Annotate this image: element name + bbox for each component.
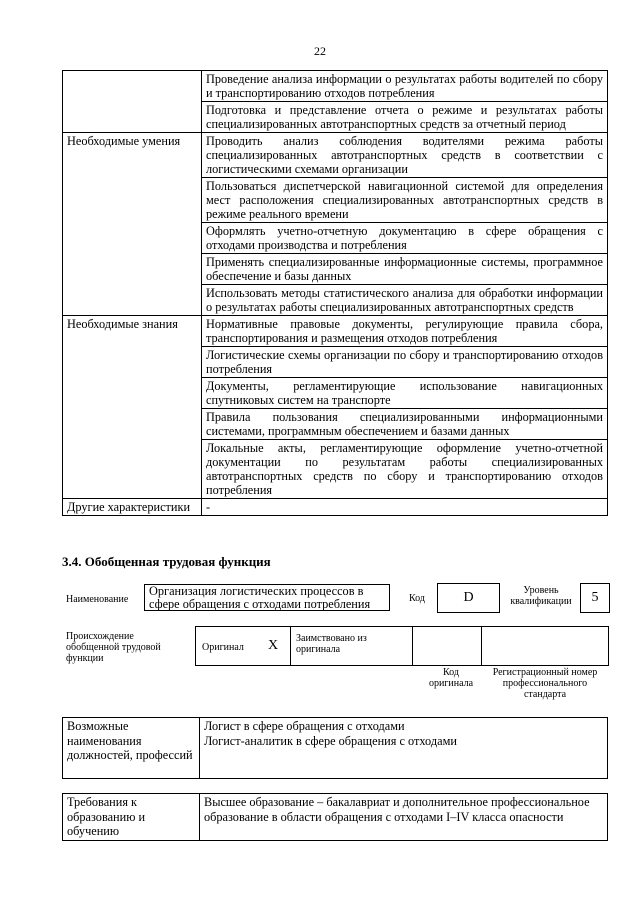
row-text: Использовать методы статистического анализа для обработки информации о результатах работы специализированных автотранспортных средств <box>202 285 608 316</box>
education-value: Высшее образование – бакалавриат и дополнительное профессиональное образование в области обращения с отходами I–IV класса опасности <box>200 794 608 841</box>
table-row <box>63 71 608 102</box>
row-text: Проведение анализа информации о результатах работы водителей по сбору и транспортированию отходов потребления <box>202 71 608 102</box>
row-text: Оформлять учетно-отчетную документацию в сфере обращения с отходами производства и потребления <box>202 223 608 254</box>
original-mark: X <box>268 638 279 653</box>
origin-label: Происхождение обобщенной трудовой функции <box>66 631 161 664</box>
origin-grid <box>195 626 609 666</box>
table-row <box>63 316 608 347</box>
row-text: Пользоваться диспетчерской навигационной системой для определения мест расположения специализированных автотранспортных средств в режиме реального времени <box>202 178 608 223</box>
positions-label: Возможные наименования должностей, профессий <box>63 718 200 779</box>
name-label: Наименование <box>66 594 129 605</box>
row-text: Нормативные правовые документы, регулирующие правила сбора, транспортирования и размещения отходов потребления <box>202 316 608 347</box>
row-text: Локальные акты, регламентирующие оформление учетно-отчетной документации по результатам работы специализированных автотранспортных средств по сбору и транспортированию отходов потребления <box>202 440 608 499</box>
section-title: 3.4. Обобщенная трудовая функция <box>62 554 271 569</box>
position-item: Логист в сфере обращения с отходами <box>204 719 405 733</box>
page-number: 22 <box>314 44 326 58</box>
table-row <box>63 133 608 178</box>
code-value: D <box>437 583 500 613</box>
position-item: Логист-аналитик в сфере обращения с отходами <box>204 733 457 748</box>
table-row <box>63 499 608 516</box>
row-label <box>63 71 202 133</box>
row-label: Необходимые знания <box>63 316 202 499</box>
row-text: Правила пользования специализированными информационными системами, программным обеспечением и базами данных <box>202 409 608 440</box>
row-label: Необходимые умения <box>63 133 202 316</box>
row-text: - <box>202 499 608 516</box>
code-label: Код <box>409 593 425 604</box>
positions-table <box>62 717 608 779</box>
row-label: Другие характеристики <box>63 499 202 516</box>
borrowed-label: Заимствовано из оригинала <box>296 633 367 655</box>
row-text: Подготовка и представление отчета о режиме и результатах работы специализированных автотранспортных средств за отчетный период <box>202 102 608 133</box>
education-table <box>62 793 608 841</box>
row-text: Документы, регламентирующие использование навигационных спутниковых систем на транспорте <box>202 378 608 409</box>
skills-knowledge-table <box>62 70 608 516</box>
code-original-caption: Код оригинала <box>428 667 474 689</box>
level-label: Уровень квалификации <box>510 585 572 607</box>
row-text: Логистические схемы организации по сбору и транспортированию отходов потребления <box>202 347 608 378</box>
education-label: Требования к образованию и обучению <box>63 794 200 841</box>
original-label: Оригинал <box>202 642 244 653</box>
name-value: Организация логистических процессов в сфере обращения с отходами потребления <box>144 584 390 611</box>
reg-number-caption: Регистрационный номер профессионального стандарта <box>492 667 598 700</box>
row-text: Проводить анализ соблюдения водителями режима работы специализированных автотранспортных средств в соответствии с логистическими схемами организации <box>202 133 608 178</box>
level-value: 5 <box>580 583 610 613</box>
row-text: Применять специализированные информационные системы, программное обеспечение и базы данных <box>202 254 608 285</box>
